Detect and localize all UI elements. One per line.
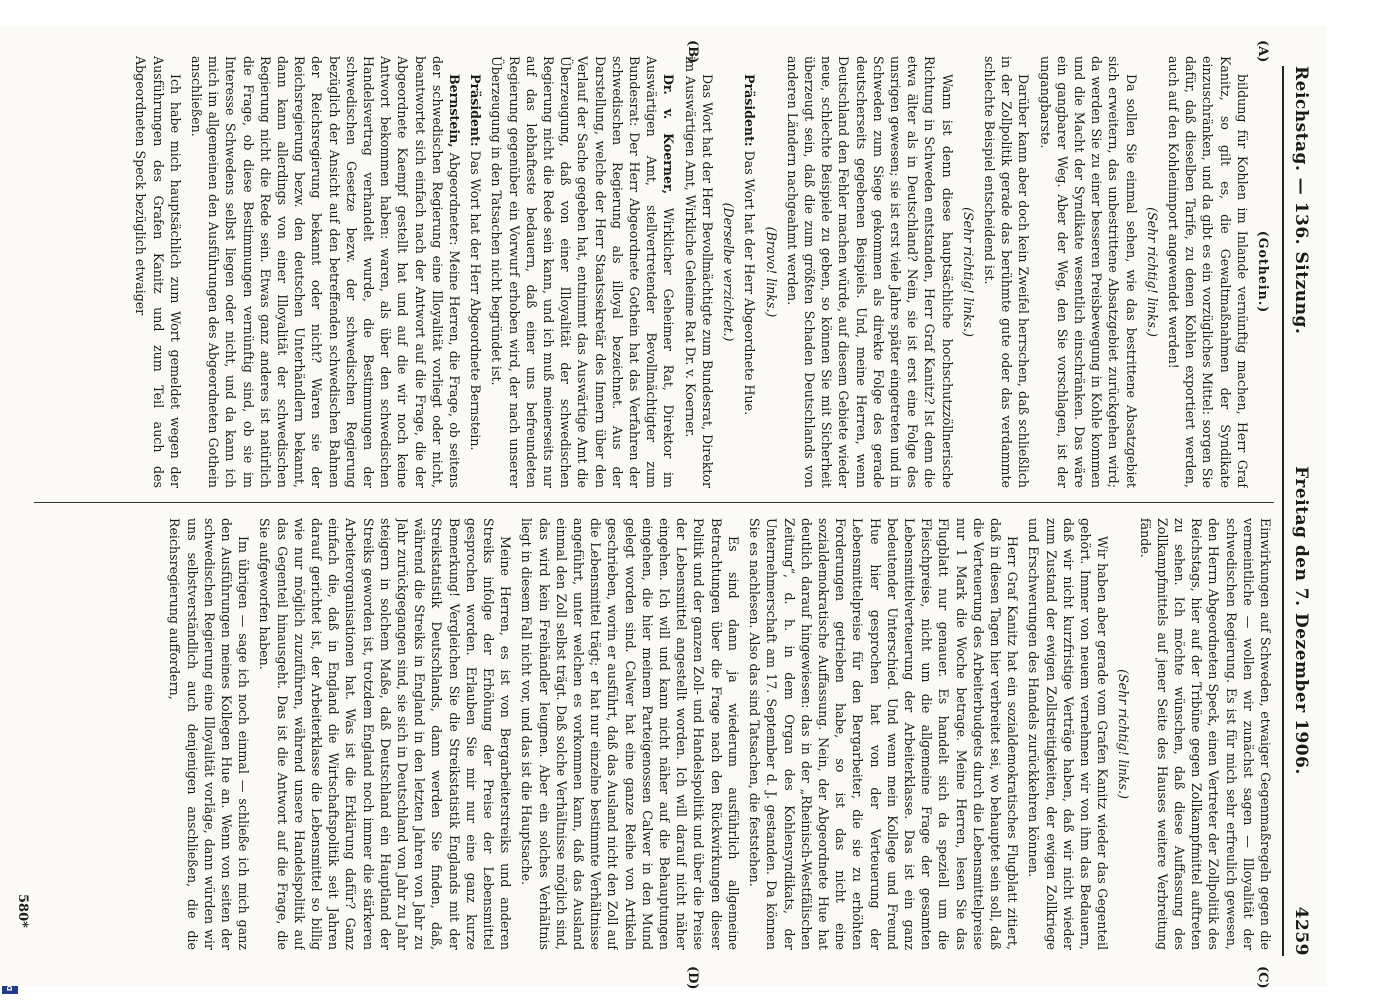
right-column — [34, 518, 1274, 950]
paragraph — [256, 518, 514, 950]
paragraph-text: (Sehr richtig! links.) — [1116, 669, 1132, 799]
paragraph — [166, 518, 252, 950]
interjection — [1115, 518, 1132, 950]
left-column — [34, 56, 1274, 488]
footnote-mark: 580* — [15, 894, 30, 928]
paragraph-text: Einwirkungen auf Schweden, etwaiger Gegenmaßregeln gegen die vermeintliche — wollen wir zunächst sagen — Illoyalität der schwedischen Regierung. Es ist für mich sehr erfreulich gewesen, den Herrn Abgeordneten Speck, einen Vertreter der Zollpolitik des Reichstags, hier auf der Tribüne gegen Zollkampfmittel auftreten zu sehen. Ich möchte wünschen, daß diese Auffassung des Zollkampfmittels auf jener Seite des Hauses weitere Verbreitung fände. — [1137, 518, 1273, 950]
speaker-name: Präsident: — [468, 74, 484, 147]
paragraph-text: Abgeordneter: Meine Herren, die Frage, ob seitens der schwedischen Regierung eine Illoyalität vorliegt oder nicht, beantwortet sich einfach nach der Antwort auf die Frage, die der Abgeordnete Kaempf gestellt hat und auf die wir noch keine Antwort bekommen haben: waren, als über den schwedischen Handelsvertrag verhandelt wurde, die Bestimmungen der schwedischen Gesetze bezw. der schwedischen Regierung bezüglich der Ansicht auf den betreffenden schwedischen Bahnen der Reichsregierung bekannt oder nicht? Waren sie der Reichsregierung bezw. den deutschen Unterhändlern bekannt, dann kann allerdings von einer Illoyalität der schwedischen Regierung nicht die Rede sein. Etwas ganz anderes ist natürlich die Frage, ob diese Bestimmungen vernünftig sind, ob sie im Interesse Schwedens selbst liegen oder nicht, und da kann ich mich im allgemeinen den Ausführungen des Abgeordneten Gothein anschließen. — [189, 56, 463, 488]
paragraph-text: Wann ist denn diese hauptsächliche hochschutzzöllnerische Richtung in Schweden entstanden, Herr Graf Kanitz? Ist denn die etwa älter als in Deutschland? Nein, sie ist erst eine Folge des unsrigen gewesen; sie ist erst viele Jahre später eingetreten und in Schweden zum Siege gekommen als direkte Folge des gerade deutscherseits gegebenen Beispiels. Und, meine Herren, wenn Deutschland den Fehler machen würde, auf diesem Gebiete wieder neue, schlechte Beispiele zu geben, so können Sie mit Sicherheit überzeugt sein, daß die zum größten Schaden Deutschlands von anderen Ländern nachgeahmt werden. — [784, 56, 955, 488]
paragraph — [488, 56, 677, 488]
speaker-header — [1255, 56, 1272, 488]
speaker-name: Bernstein, — [447, 74, 463, 148]
paragraph-text: Da sollen Sie einmal sehen, wie das bestrittene Absatzgebiet sich erweitern, das unbestrittene Absatzgebiet zurückgehen wird; da werden Sie zu einer besseren Preisbewegung in Kohle kommen und die Macht der Syndikate wesentlich einschränken. Das wäre ein gangbarer Weg. Aber der Weg, den Sie vorschlagen, ist der ungangbarste. — [1037, 56, 1139, 488]
margin-marker-a: (A) — [1255, 40, 1270, 63]
interjection — [960, 56, 977, 488]
paragraph-text: Ich habe mich hauptsächlich zum Wort gemeldet wegen der Ausführungen des Grafen Kanitz und zum Teil auch des Abgeordneten Speck bezüglich etwaiger — [133, 56, 183, 488]
paragraph-text: Es sind dann ja wiederum ausführlich allgemeine Betrachtungen über die Frage nach den Rückwirkungen dieser Politik und der ganzen Zoll- und Handelspolitik und über die Preise der Lebensmittel angestellt worden. Ich will darauf nicht näher eingehen. Ich will und kann nicht näher auf die Behauptungen eingehen, die hier meinem Parteigenossen Calwer in den Mund gelegt worden sind. Calwer hat eine ganze Reihe von Artikeln geschrieben, worin er ausführt, daß das Ausland nicht den Zoll auf die Lebensmittel trägt; er hat nur einzelne bestimmte Verhältnisse angeführt, unter welchen es vorkommen kann, daß das Ausland einmal den Zoll selbst trägt. Daß solche Verhältnisse möglich sind, das wird kein Freihändler leugnen. Aber ein solches Verhältnis liegt in diesem Fall nicht vor, und das ist die Hauptsache. — [519, 518, 741, 950]
paragraph — [1025, 518, 1111, 950]
margin-marker-d: (D) — [685, 966, 700, 990]
page-header — [1282, 66, 1318, 956]
paragraph-text: Das Wort hat der Herr Abgeordnete Bernstein. — [468, 150, 484, 451]
interjection — [762, 56, 779, 488]
paragraph — [132, 56, 184, 488]
paragraph — [784, 56, 956, 488]
paragraph — [746, 518, 1021, 950]
paragraph — [1136, 518, 1274, 950]
column-divider — [34, 502, 1274, 503]
paragraph — [981, 56, 1033, 488]
paragraph-text: (Sehr richtig! links.) — [1144, 207, 1160, 337]
paragraph-text: Meine Herren, es ist von Bergarbeiterstreiks und anderen Streiks infolge der Erhöhung der Preise der Lebensmittel gesprochen worden. Erlauben Sie mir nur eine ganz kurze Bemerkung! Vergleichen Sie die Streikstatistik Englands mit der Streikstatistik Deutschlands, dann werden Sie finden, daß, während die Streiks in England in den letzten Jahren von Jahr zu Jahr zurückgegangen sind, sie sich in Deutschland von Jahr zu Jahr steigern in solchem Maße, daß Deutschland ein Hauptland der Streiks geworden ist, trotzdem England noch immer die stärkeren Arbeiterorganisationen hat. Was ist die Erklärung dafür? Ganz einfach die, daß in England die Wirtschaftspolitik seit Jahren darauf gerichtet ist, der Arbeiterklasse die Lebensmittel so billig wie nur möglich zuzuführen, während unsere Handelspolitik auf das Gegenteil hinausgeht. Das ist die Antwort auf die Frage, die Sie aufgeworfen haben. — [257, 518, 514, 950]
paragraph — [188, 56, 463, 488]
paragraph-text: Herr Graf Kanitz hat ein sozialdemokratisches Flugblatt zitiert, daß in diesen Tagen hier verbreitet sei, wo behauptet sein soll, daß die Verteuerung des Arbeiterbudgets durch die Lebensmittelpreise nur 1 Mark die Woche betrage. Meine Herren, lesen Sie das Flugblatt nur genauer. Es handelt sich da speziell um die Fleischpreise, nicht um die allgemeine Frage der gesamten Lebensmittelverteuerung der Arbeiterklasse. Das ist ein ganz bedeutender Unterschied. Und wenn mein Kollege und Freund Hue hier gesprochen hat von der Verteuerung der Lebensmittelpreise für den Bergarbeiter, die sie zu erhöhten Forderungen getrieben habe, so ist das nicht eine sozialdemokratische Auffassung. Nein, der Abgeordnete Hue hat deutlich darauf hingewiesen: das in der „Rheinisch-Westfälischen Zeitung“, d. h. in dem Organ des Kohlensyndikats, der Unternehmerschaft am 17. September d. J. gestanden. Da können Sie es nachlesen. Also das sind Tatsachen, die feststehen. — [747, 518, 1021, 950]
paragraph-text: (Bravo! links.) — [763, 226, 779, 318]
paragraph-text: Darüber kann aber doch kein Zweifel herrschen, daß schließlich in der Zollpolitik gerade das berühmte gute oder das verdammte schlechte Beispiel entscheidend ist. — [981, 56, 1032, 488]
speaker-name: Präsident: — [742, 74, 758, 147]
speaker-name: Dr. v. Koerner, — [661, 74, 677, 195]
document-page — [0, 26, 1326, 990]
header-date: Freitag den 7. Dezember 1906. — [1291, 466, 1311, 775]
paragraph — [518, 518, 742, 950]
interjection — [720, 56, 737, 488]
paragraph — [1036, 56, 1139, 488]
paragraph-text: Wirklicher Geheimer Rat, Direktor im Auswärtigen Amt, stellvertretender Bevollmächtigter zum Bundesrat: Der Herr Abgeordnete Gothein hat das Verfahren der schwedischen Regierung als illoyal bezeichnet. Aus der Darstellung, welche der Herr Staatssekretär des Innern über den Verlauf der Sache gegeben hat, entnimmt das Auswärtige Amt die Überzeugung, daß von einer Illoyalität der schwedischen Regierung nicht die Rede sein kann, und ich muß meinerseits nur auf das lebhafteste bedauern, daß einer uns befreundeten Regierung gegenüber ein Vorwurf erhoben wird, der nach unserer Überzeugung in den Tatsachen nicht begründet ist. — [489, 56, 677, 488]
page-number: 4259 — [1291, 906, 1311, 956]
paragraph-text: bildung für Kohlen im Inlande vernünftig machen, Herr Graf Kanitz, so gilt es, die Gewaltmaßnahmen der Syndikate einzuschränken, und da gibt es ein vorzügliches Mittel: sorgen Sie dafür, daß dieselben Tarife, zu denen Kohlen exportiert werden, auch auf den Kohlenimport angewendet werden! — [1165, 56, 1250, 488]
paragraph — [1165, 56, 1251, 488]
paragraph-text: Im übrigen — sage ich noch einmal — schließe ich mich ganz den Ausführungen meines Kollegen Hue an. Wenn von seiten der schwedischen Regierung eine Illoyalität vorläge, dann würden wir uns selbstverständlich auch denjenigen anschließen, die die Reichsregierung auffordern, — [167, 518, 252, 950]
margin-marker-b: (B) — [685, 40, 700, 64]
interjection — [1144, 56, 1161, 488]
paragraph-text: Das Wort hat der Herr Bevollmächtigte zum Bundesrat, Direktor im Auswärtigen Amt, Wirkliche Geheime Rat Dr. v. Koerner. — [682, 56, 715, 488]
paragraph-text: (Sehr richtig! links.) — [960, 207, 976, 337]
paragraph — [682, 56, 716, 488]
paragraph-text: Wir haben aber gerade vom Grafen Kanitz wieder das Gegenteil gehört. Immer von neuem vernehmen wir von ihm das Bedauern, daß wir nicht kurzfristige Verträge haben, daß wir nicht wieder zum Zustand der ewigen Zollstreitigkeiten, der ewigen Zollkriege und Erschwerungen des Handels zurückkehren können. — [1026, 518, 1111, 950]
paragraph — [741, 56, 758, 488]
paragraph-text: (Derselbe verzichtet.) — [721, 202, 737, 342]
paragraph-text: Das Wort hat der Herr Abgeordnete Hue. — [742, 150, 758, 416]
margin-marker-c: (C) — [1255, 966, 1270, 989]
paragraph-text: (Gothein.) — [1256, 230, 1271, 314]
paragraph — [467, 56, 484, 488]
header-left: Reichstag. — 136. Sitzung. — [1291, 66, 1311, 335]
